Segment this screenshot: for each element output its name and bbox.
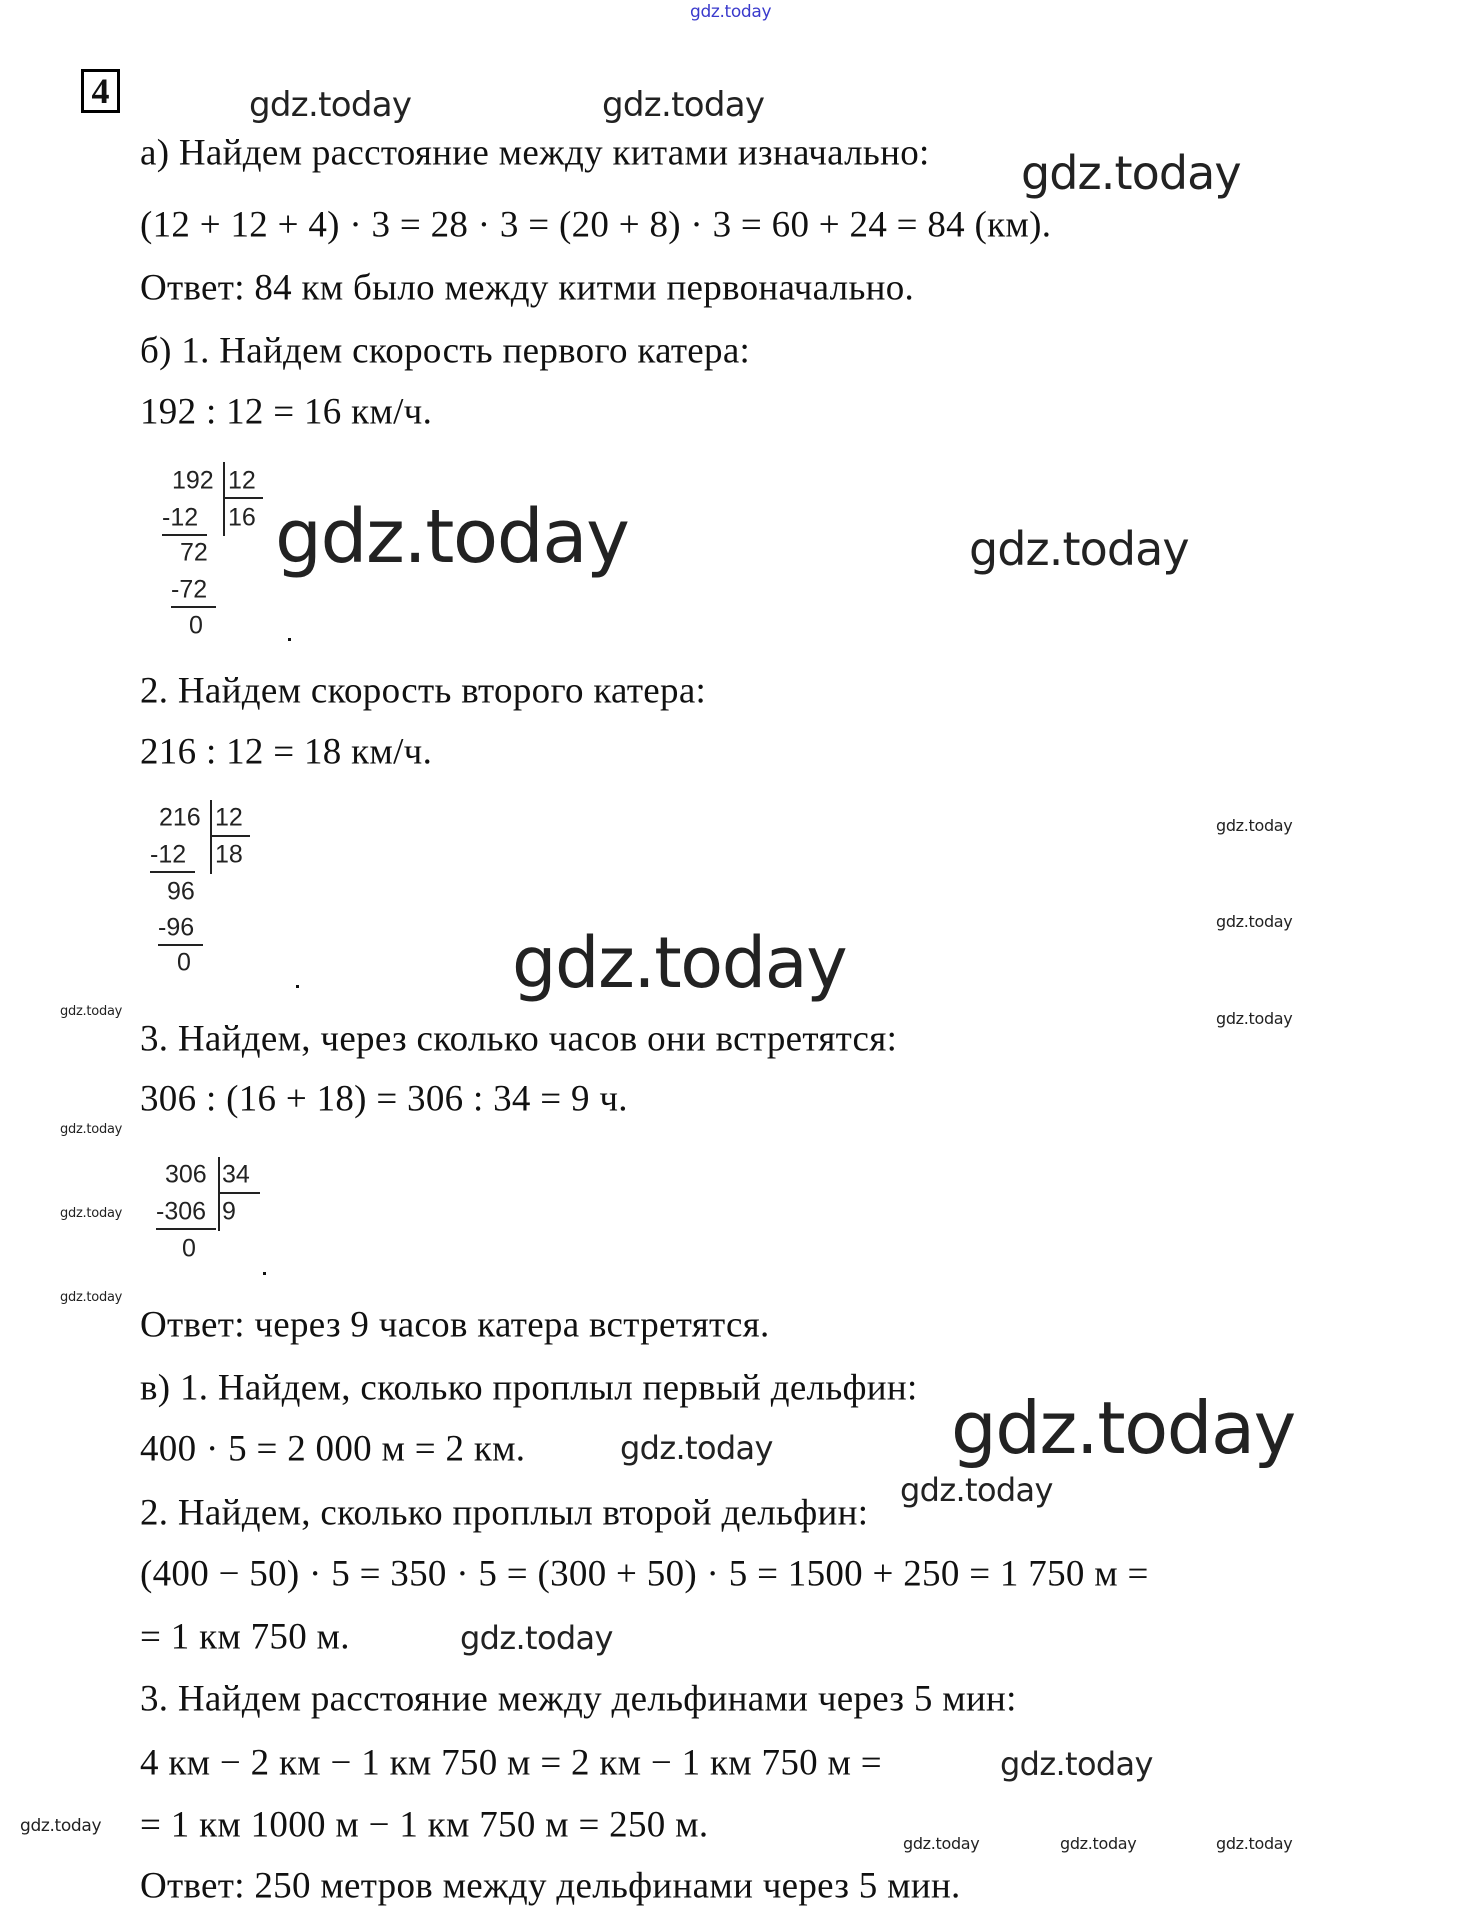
task-number: 4: [81, 69, 120, 113]
period-dot: [288, 638, 291, 641]
formula-line: = 1 км 1000 м − 1 км 750 м = 250 м.: [140, 1804, 709, 1846]
watermark: gdz.today: [620, 1429, 773, 1467]
remainder: 96: [167, 877, 195, 906]
subtrahend: -72: [171, 575, 208, 604]
division-bar: [171, 606, 216, 608]
division-bar: [156, 1228, 216, 1230]
division-bar: [210, 800, 212, 874]
dividend: 216: [159, 803, 201, 832]
dividend: 306: [165, 1160, 207, 1189]
divisor: 12: [228, 466, 256, 495]
watermark: gdz.today: [1216, 1009, 1293, 1028]
header-watermark: gdz.today: [690, 2, 772, 22]
division-bar: [218, 1157, 220, 1231]
watermark: gdz.today: [1216, 1834, 1293, 1853]
remainder: 0: [177, 948, 191, 977]
division-bar: [223, 497, 263, 499]
dividend: 192: [172, 466, 214, 495]
formula-line: 216 : 12 = 18 км/ч.: [140, 731, 433, 773]
watermark: gdz.today: [1216, 912, 1293, 931]
division-bar: [150, 871, 195, 873]
formula-line: 400 · 5 = 2 000 м = 2 км.: [140, 1428, 526, 1470]
watermark: gdz.today: [969, 522, 1189, 576]
remainder: 0: [189, 611, 203, 640]
division-bar: [158, 944, 203, 946]
subtrahend: -12: [162, 503, 199, 532]
quotient: 18: [215, 840, 243, 869]
watermark: gdz.today: [1216, 816, 1293, 835]
division-bar: [210, 835, 250, 837]
quotient: 16: [228, 503, 256, 532]
watermark: gdz.today: [20, 1816, 102, 1836]
period-dot: [296, 985, 299, 988]
watermark: gdz.today: [460, 1619, 613, 1657]
watermark: gdz.today: [60, 1290, 123, 1305]
divisor: 34: [222, 1160, 250, 1189]
watermark: gdz.today: [60, 1004, 123, 1019]
subtrahend: -96: [158, 913, 195, 942]
watermark: gdz.today: [951, 1386, 1295, 1470]
text-line: 2. Найдем скорость второго катера:: [140, 670, 707, 712]
watermark: gdz.today: [275, 494, 629, 580]
remainder: 72: [180, 538, 208, 567]
formula-line: = 1 км 750 м.: [140, 1616, 350, 1658]
division-bar: [162, 534, 207, 536]
answer-line: Ответ: 84 км было между китми первоначально.: [140, 267, 915, 309]
text-line: 3. Найдем, через сколько часов они встретятся:: [140, 1018, 898, 1060]
division-bar: [223, 462, 225, 536]
text-line: 3. Найдем расстояние между дельфинами через 5 мин:: [140, 1678, 1017, 1720]
watermark: gdz.today: [249, 85, 412, 125]
answer-line: Ответ: 250 метров между дельфинами через 5 мин.: [140, 1865, 961, 1907]
text-line: в) 1. Найдем, сколько проплыл первый дельфин:: [140, 1367, 918, 1409]
formula-line: 192 : 12 = 16 км/ч.: [140, 391, 433, 433]
formula-line: 306 : (16 + 18) = 306 : 34 = 9 ч.: [140, 1078, 628, 1120]
watermark: gdz.today: [1000, 1745, 1153, 1783]
text-line: б) 1. Найдем скорость первого катера:: [140, 330, 751, 372]
watermark: gdz.today: [1060, 1834, 1137, 1853]
answer-line: Ответ: через 9 часов катера встретятся.: [140, 1304, 770, 1346]
watermark: gdz.today: [602, 85, 765, 125]
watermark: gdz.today: [1021, 146, 1241, 200]
divisor: 12: [215, 803, 243, 832]
formula-line: (12 + 12 + 4) · 3 = 28 · 3 = (20 + 8) · 3 = 60 + 24 = 84 (км).: [140, 204, 1052, 246]
quotient: 9: [222, 1197, 236, 1226]
watermark: gdz.today: [903, 1834, 980, 1853]
remainder: 0: [182, 1234, 196, 1263]
text-line: 2. Найдем, сколько проплыл второй дельфин:: [140, 1492, 869, 1534]
subtrahend: -12: [150, 840, 187, 869]
formula-line: 4 км − 2 км − 1 км 750 м = 2 км − 1 км 750 м =: [140, 1742, 882, 1784]
division-bar: [218, 1192, 260, 1194]
formula-line: (400 − 50) · 5 = 350 · 5 = (300 + 50) · 5 = 1500 + 250 = 1 750 м =: [140, 1553, 1149, 1595]
watermark: gdz.today: [512, 922, 847, 1004]
subtrahend: -306: [156, 1197, 207, 1226]
period-dot: [263, 1272, 266, 1275]
watermark: gdz.today: [60, 1122, 123, 1137]
text-line: а) Найдем расстояние между китами изначально:: [140, 132, 930, 174]
watermark: gdz.today: [60, 1206, 123, 1221]
watermark: gdz.today: [900, 1471, 1053, 1509]
